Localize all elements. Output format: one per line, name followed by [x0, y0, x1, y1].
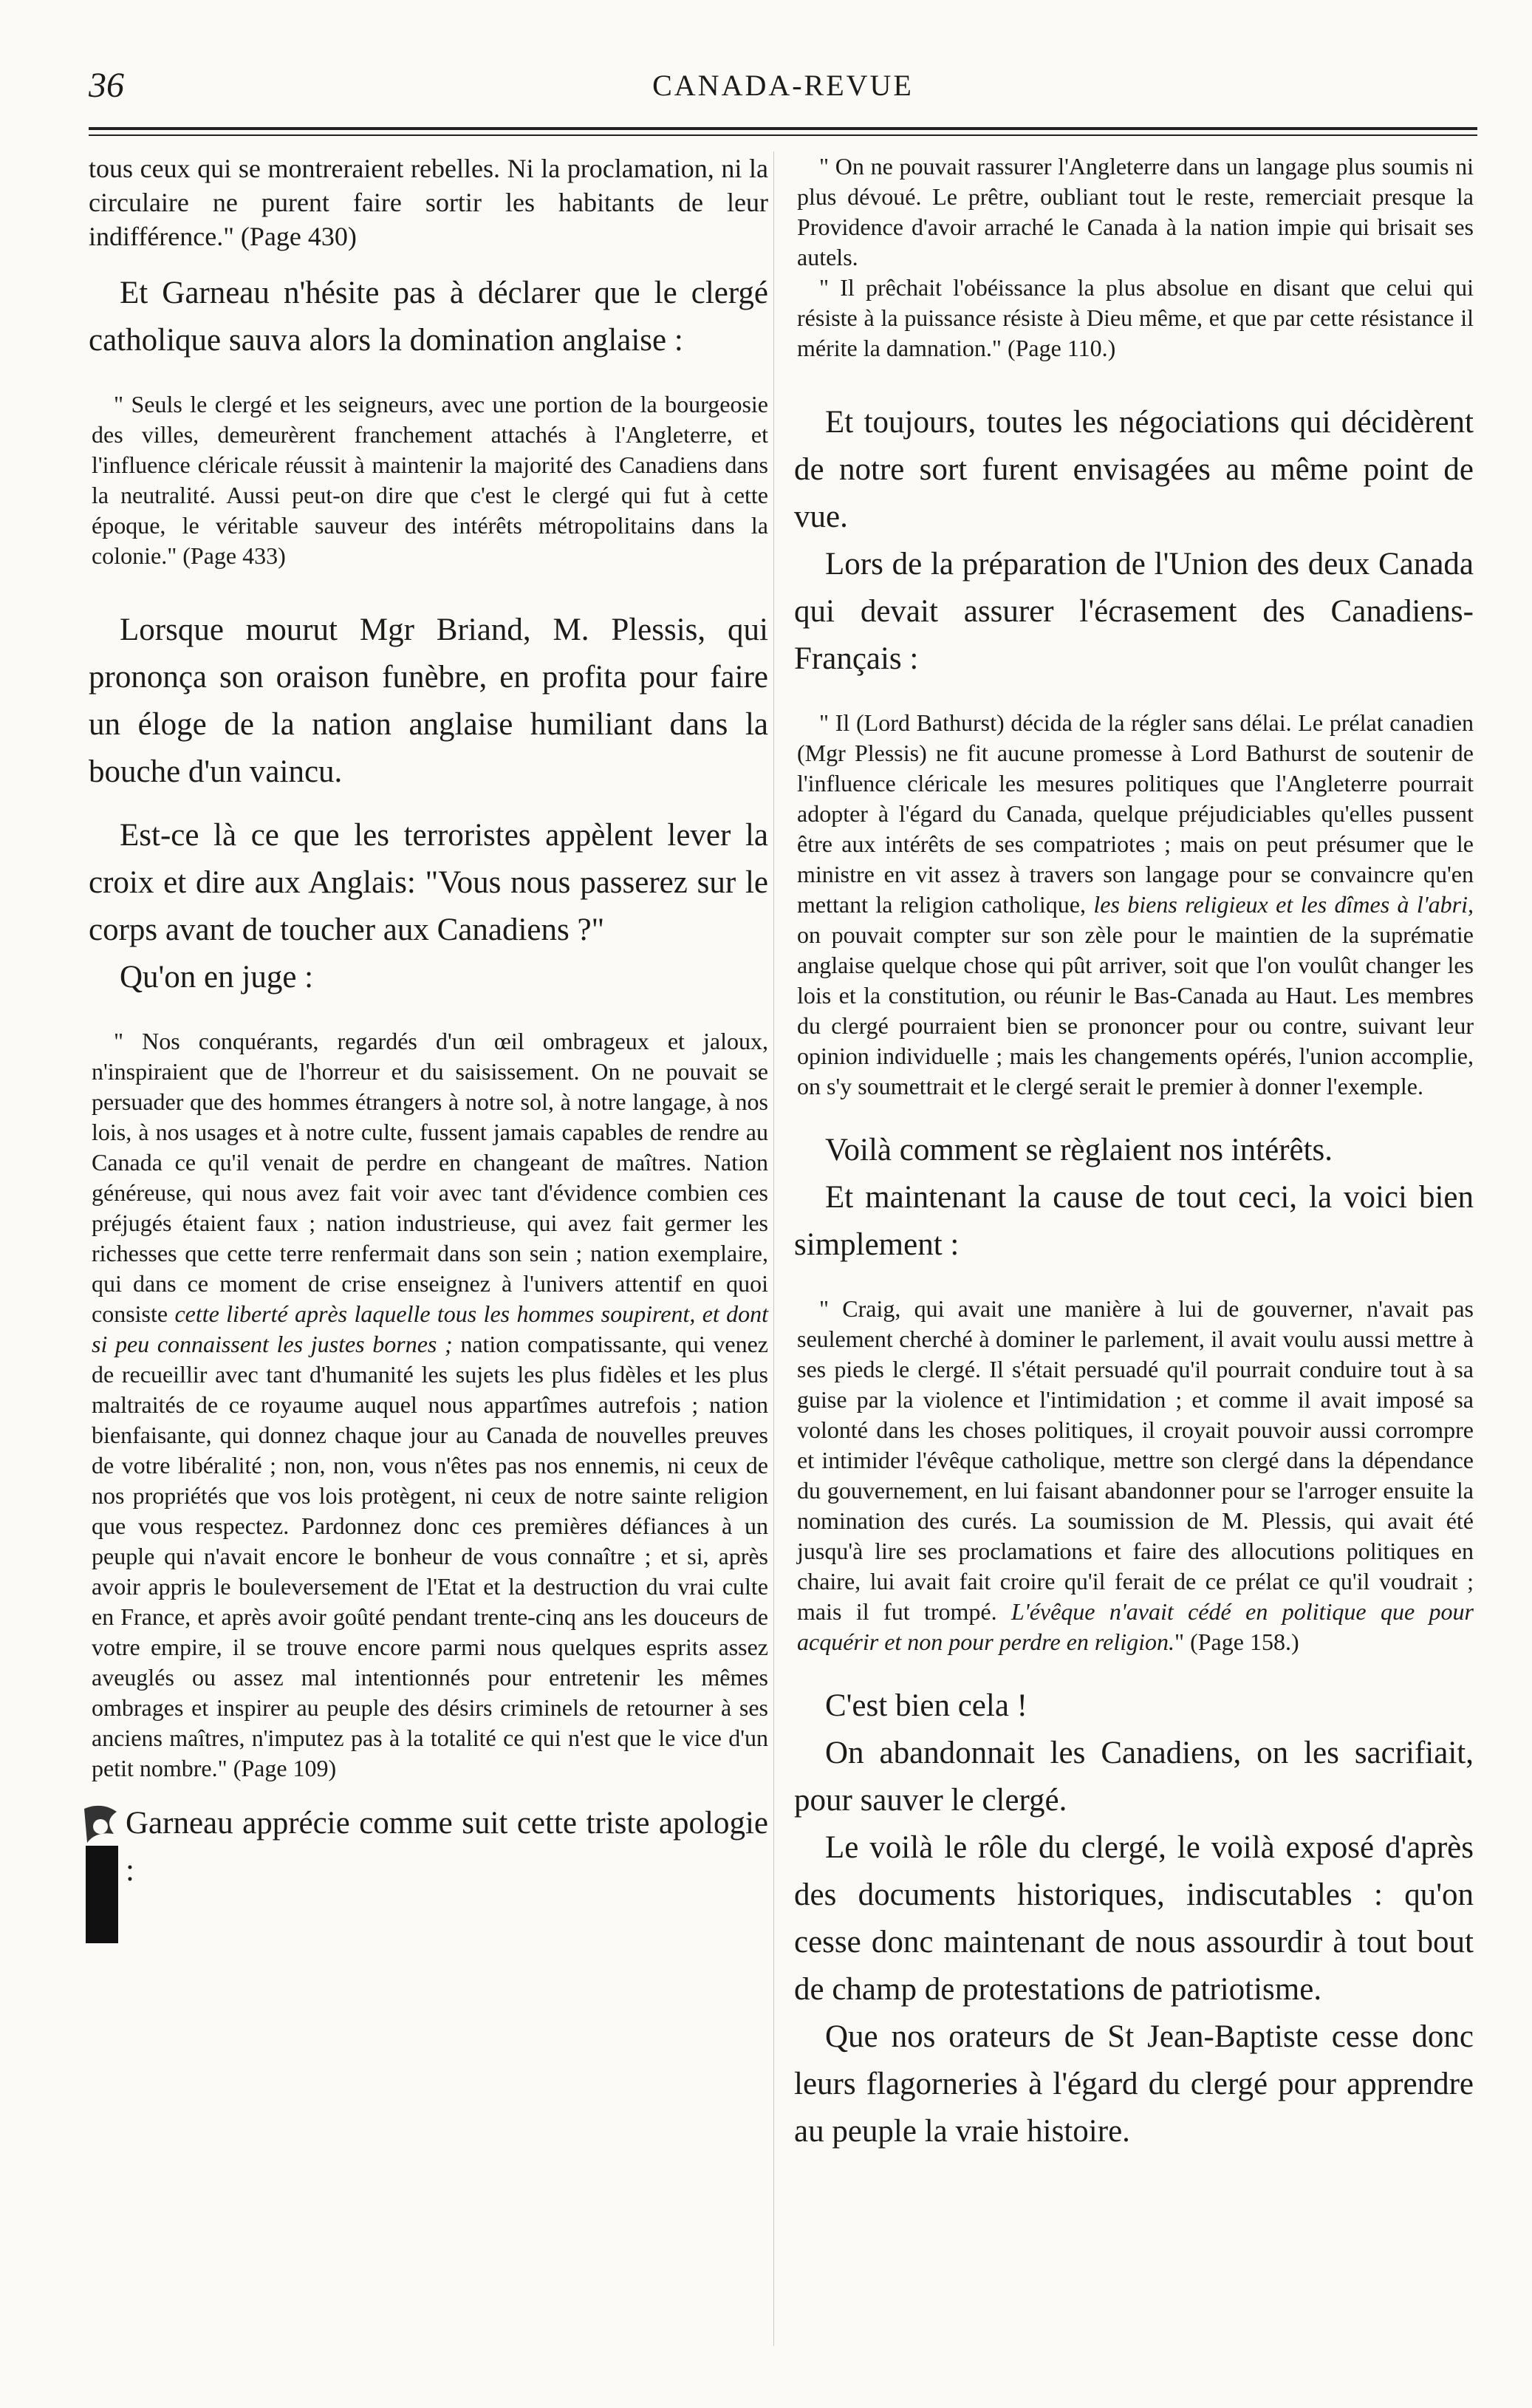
quotation-italic: cette liberté après laquelle tous les hommes soupirent, et dont si peu connaissent les justes bornes ; — [92, 1300, 769, 1357]
quotation — [89, 1026, 768, 1784]
paragraph: On abandonnait les Canadiens, on les sacrifiait, pour sauver le clergé. — [794, 1736, 1474, 1818]
column-divider — [773, 151, 774, 2346]
header-rule-thin — [89, 134, 1477, 136]
paragraph: Lorsque mourut Mgr Briand, M. Plessis, qui prononça son oraison funèbre, en profita pour faire un éloge de la nation anglaise humiliant dans la bouche d'un vaincu. — [89, 613, 768, 789]
paragraph: Le voilà le rôle du clergé, le voilà exposé d'après des documents historiques, indiscutables : qu'on cesse donc maintenant de nous assourdir à tout bout de champ de protestations de patriotisme. — [794, 1830, 1474, 2007]
quotation: " Seuls le clergé et les seigneurs, avec une portion de la bourgeosie des villes, demeurèrent franchement attachés à l'Angleterre, et l'influence cléricale réussit à maintenir la majorité des Canadiens dans la neutralité. Aussi peut-on dire que c'est le clergé qui fut à cette époque, le véritable sauveur des intérêts métropolitains dans la colonie." (Page 433) — [92, 391, 768, 569]
quotation-text: " Nos conquérants, regardés d'un œil ombrageux et jaloux, n'inspiraient que de l'horreur et du saisissement. On ne pouvait se persuader que des hommes étrangers à notre sol, à notre langage, à nos lois, à nos usages et à notre culte, fussent jamais capables de rendre au Canada ce qu'il venait de perdre en changeant de maîtres. Nation généreuse, qui nous avez fait voir avec tant d'évidence combien ces préjugés étaient faux ; nation industrieuse, qui avez fait germer les richesses que cette terre renfermait dans son sein ; nation exemplaire, qui dans ce moment de crise enseignez à l'univers attentif en quoi consiste — [92, 1028, 768, 1327]
quotation-text: " Il (Lord Bathurst) décida de la régler sans délai. Le prélat canadien (Mgr Plessis) ne fit aucune promesse à Lord Bathurst de soutenir de l'influence cléricale les mesures politiques que l'Angleterre pourrait adopter à l'égard du Canada, quelque préjudiciables qu'elles pussent être aux intérêts de ses compatriotes ; mais on peut présumer que le ministre en vit assez à travers son langage pour se convaincre qu'en mettant la religion catholique, — [797, 709, 1474, 918]
paragraph: Que nos orateurs de St Jean-Baptiste cesse donc leurs flagorneries à l'égard du clergé pour apprendre au peuple la vraie histoire. — [794, 2019, 1474, 2149]
ornament-icon — [81, 1801, 123, 1943]
quotation — [794, 708, 1474, 1102]
paragraph: Et Garneau n'hésite pas à déclarer que le clergé catholique sauva alors la domination anglaise : — [89, 276, 768, 358]
closing-paragraph — [89, 1800, 768, 1894]
quotation — [794, 1294, 1474, 1657]
page-number: 36 — [89, 66, 124, 105]
quotation-text: on pouvait compter sur son zèle pour le maintien de la suprématie anglaise quelque chose qui pût arriver, soit que l'on voulût changer les lois et la constitution, ou réunir le Bas-Canada au Haut. Les membres du clergé pourraient bien se prononcer pour ou contre, suivant leur opinion individuelle ; mais les changements opérés, l'union accomplie, on s'y soumettrait et le clergé serait le premier à donner l'exemple. — [797, 921, 1474, 1099]
quotation-text: " Craig, qui avait une manière à lui de gouverner, n'avait pas seulement cherché à dominer le parlement, il avait voulu aussi mettre à ses pieds le clergé. Il s'était persuadé qu'il pourrait conduire tout à sa guise par la violence et l'intimidation ; et comme il avait imposé sa volonté dans les choses politiques, il croyait pouvoir aussi corrompre et intimider l'évêque catholique, mettre son clergé dans la dépendance du gouvernement, en lui faisant abandonner pour se l'arroger ensuite la nomination des curés. La soumission de M. Plessis, qui avait été jusqu'à lire ses proclamations et faire des allocutions politiques en chaire, lui avait fait croire qu'il ferait de ce prélat ce qu'il voudrait ; mais il fut trompé. — [797, 1295, 1474, 1625]
quotation-italic: L'évêque n'avait cédé en politique que pour acquérir et non pour perdre en religion. — [797, 1598, 1474, 1655]
quotation: " On ne pouvait rassurer l'Angleterre dans un langage plus soumis ni plus dévoué. Le prêtre, oubliant tout le reste, remerciait presque la Providence d'avoir arraché le Canada à la nation impie qui brisait ses autels. — [797, 153, 1474, 270]
paragraph: tous ceux qui se montreraient rebelles. Ni la proclamation, ni la circulaire ne purent faire sortir les habitants de leur indifférence." (Page 430) — [89, 154, 768, 251]
quotation-text: nation compatissante, qui venez de recueillir avec tant d'humanité les sujets les plus fidèles et les plus maltraités de ce royaume auquel nous appartîmes autrefois ; nation bienfaisante, qui donnez chaque jour au Canada de nouvelles preuves de votre libéralité ; non, non, vous n'êtes pas nos ennemis, ni ceux de nos propriétés que vos lois protègent, ni ceux de notre sainte religion que vous respectez. Pardonnez donc ces premières défiances à un peuple qui n'avait encore le bonheur de vous connaître ; et si, après avoir appris le bouleversement de l'Etat et la destruction du vrai culte en France, et après avoir goûté pendant trente-cinq ans les douceurs de votre empire, il se trouve encore parmi nous quelques esprits assez aveuglés ou assez mal intentionnés pour entretenir les mêmes ombrages et inspirer au peuple des désirs criminels de retourner à ses anciens maîtres, n'imputez pas à la totalité ce qui n'est que le vice d'un petit nombre." (Page 109) — [92, 1331, 769, 1781]
quotation-italic: les biens religieux et les dîmes à l'abri, — [1093, 891, 1474, 918]
paragraph: Voilà comment se règlaient nos intérêts. — [825, 1133, 1333, 1167]
paragraph: Et maintenant la cause de tout ceci, la voici bien simplement : — [794, 1180, 1474, 1262]
paragraph: Et toujours, toutes les négociations qui décidèrent de notre sort furent envisagées au même point de vue. — [794, 405, 1474, 534]
paragraph: C'est bien cela ! — [825, 1688, 1027, 1723]
quotation-text: " (Page 158.) — [1174, 1628, 1299, 1655]
running-title: CANADA-REVUE — [652, 69, 914, 102]
right-column — [794, 151, 1474, 2155]
paragraph: Qu'on en juge : — [120, 960, 314, 995]
left-column — [89, 151, 768, 1894]
paragraph: Est-ce là ce que les terroristes appèlent lever la croix et dire aux Anglais: "Vous nous passerez sur le corps avant de toucher aux Canadiens ?" — [89, 818, 768, 947]
paragraph: Garneau apprécie comme suit cette triste apologie : — [126, 1806, 768, 1888]
paragraph: Lors de la préparation de l'Union des deux Canada qui devait assurer l'écrasement des Canadiens-Français : — [794, 547, 1474, 676]
quotation: " Il prêchait l'obéissance la plus absolue en disant que celui qui résiste à la puissance résiste à Dieu même, et que par cette résistance il mérite la damnation." (Page 110.) — [797, 274, 1474, 361]
page-header — [89, 65, 1477, 124]
header-rule — [89, 127, 1477, 130]
